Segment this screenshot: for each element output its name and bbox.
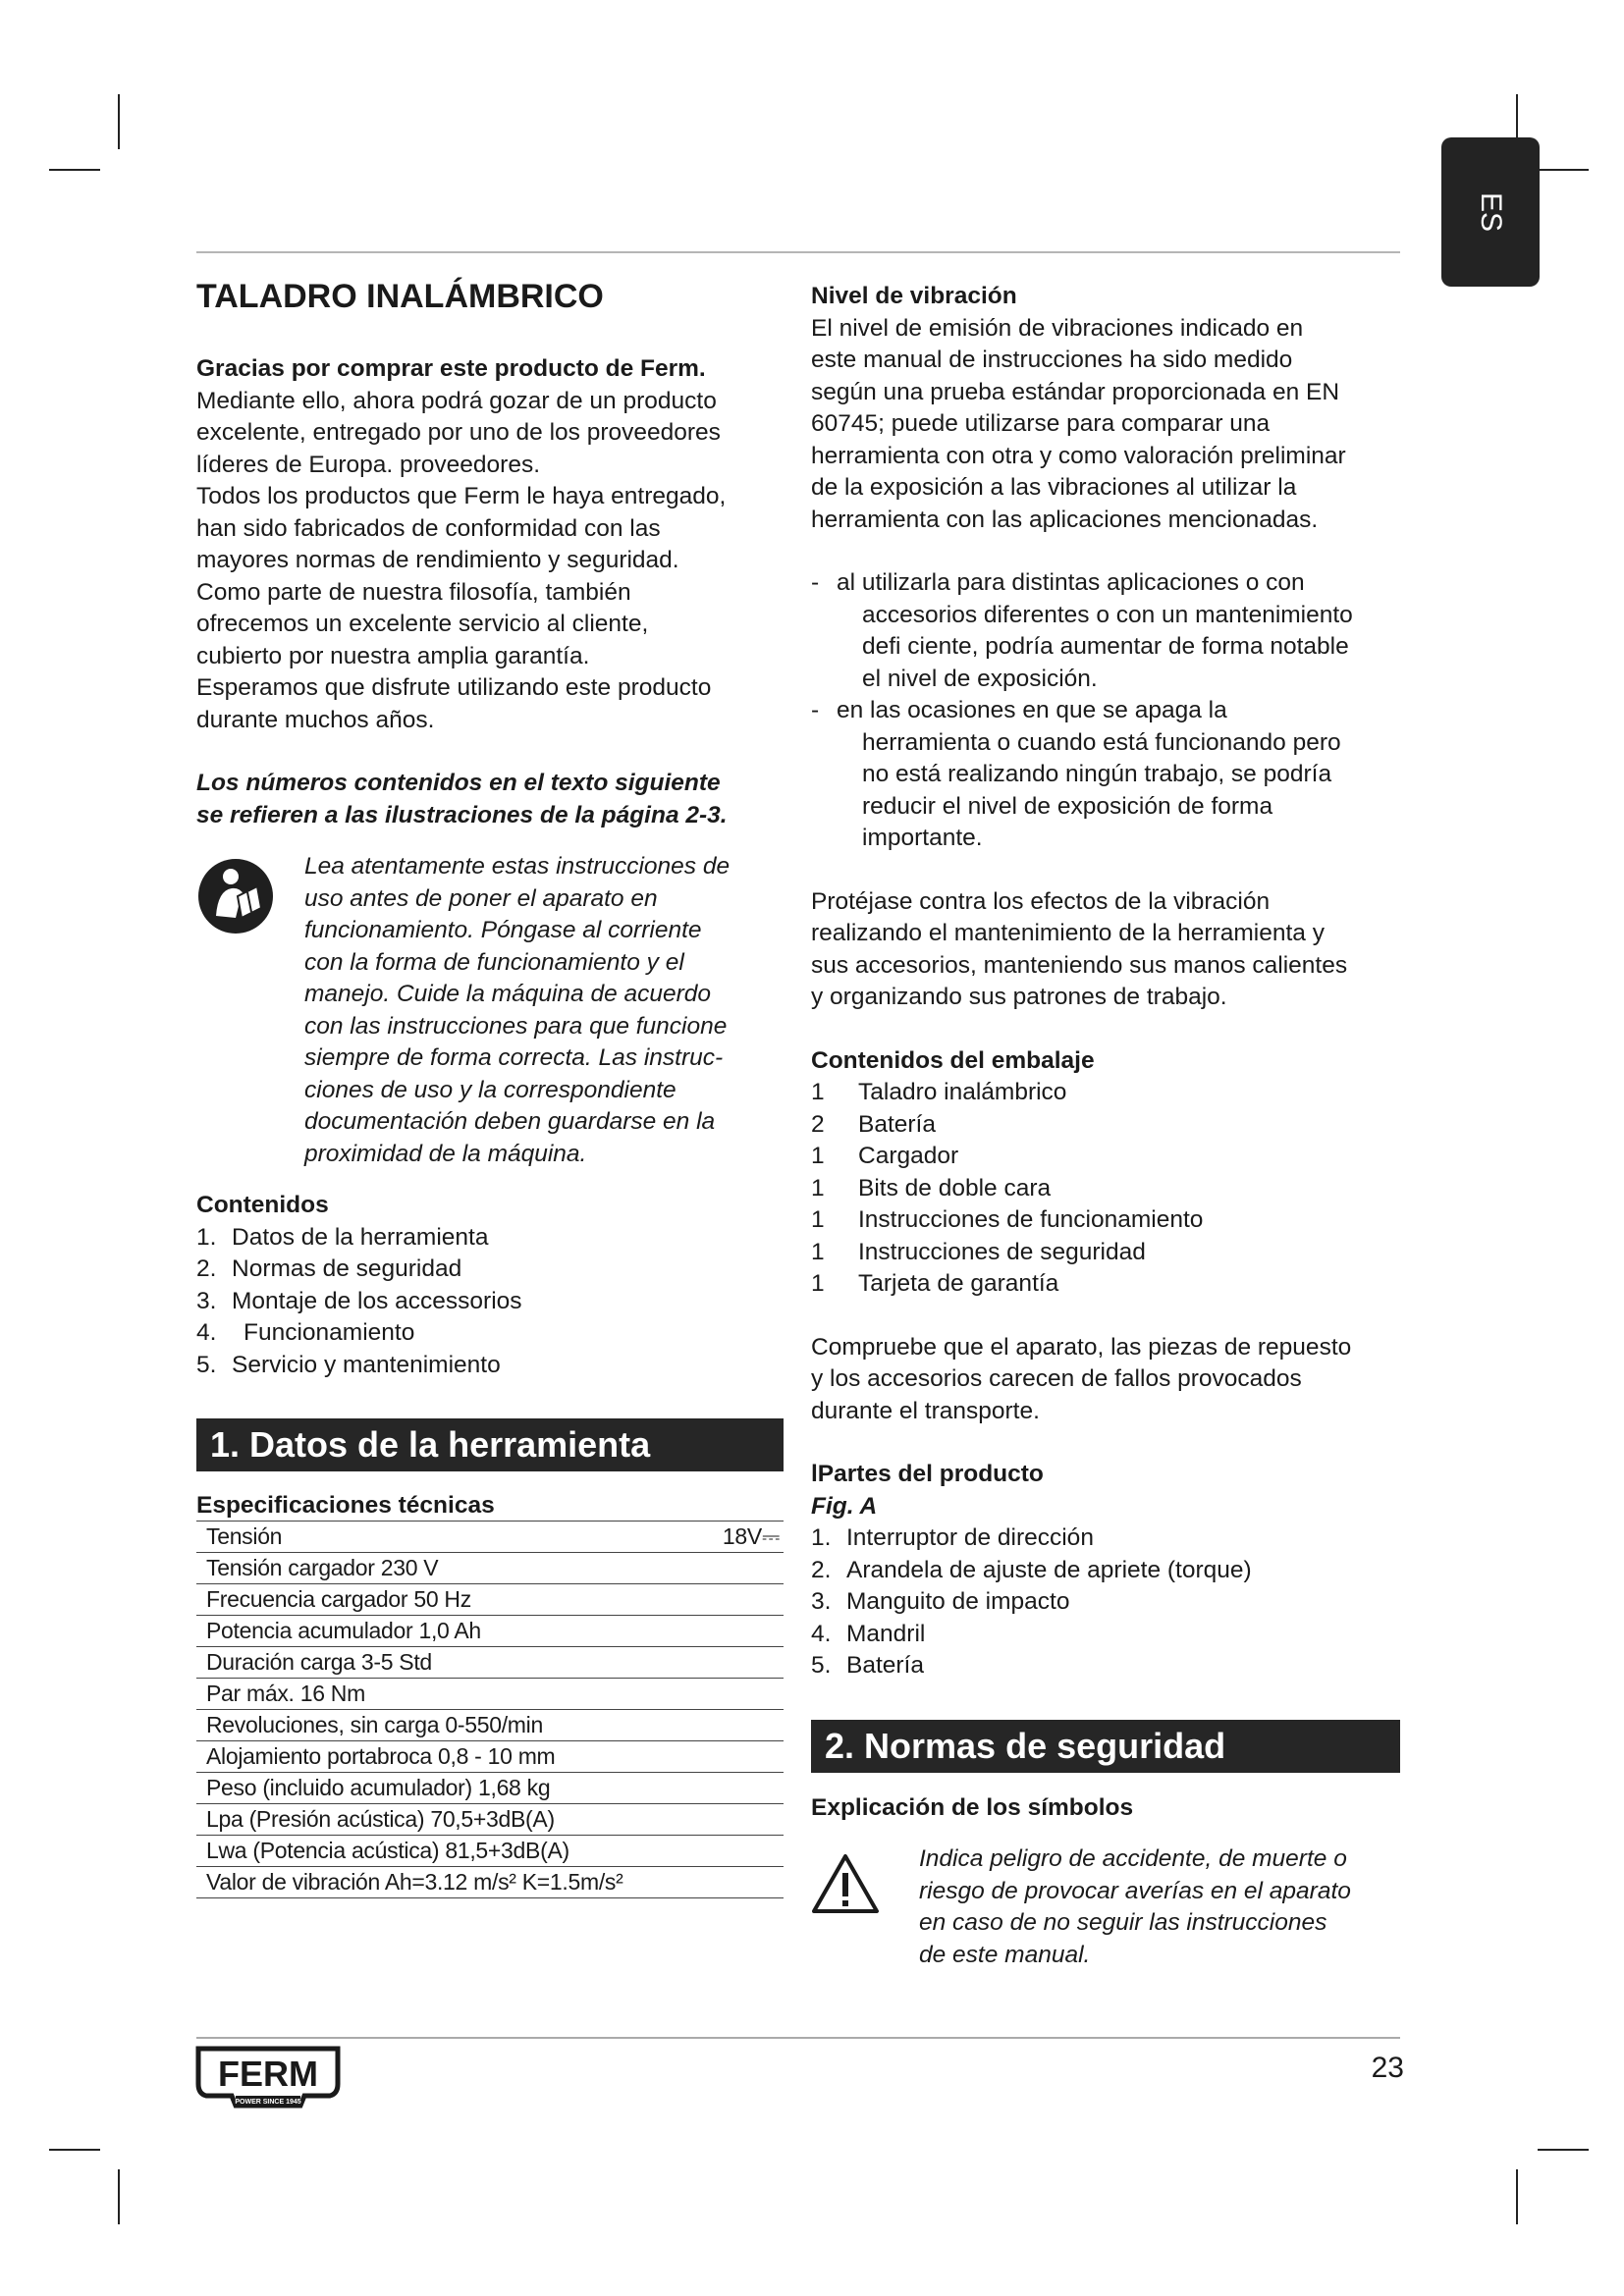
- list-item: 1. Interruptor de dirección: [811, 1524, 1094, 1551]
- list-item: 3. Montaje de los accessorios: [196, 1287, 522, 1314]
- read-note-line: ciones de uso y la correspondiente: [304, 1076, 677, 1103]
- contents-list: [196, 1222, 784, 1382]
- list-item: 2 Batería: [811, 1110, 936, 1138]
- list-item: 2. Arandela de ajuste de apriete (torque): [811, 1556, 1252, 1583]
- specs-table: [196, 1521, 784, 1898]
- crop-mark: [118, 94, 120, 149]
- intro-line: han sido fabricados de conformidad con las: [196, 514, 661, 542]
- vib-line: 60745; puede utilizarse para comparar una: [811, 410, 1271, 437]
- table-row: Alojamiento portabroca 0,8 - 10 mm: [196, 1740, 784, 1772]
- left-column: [196, 245, 784, 1898]
- warning-line: Indica peligro de accidente, de muerte o: [919, 1845, 1347, 1872]
- read-note-line: proximidad de la máquina.: [304, 1140, 587, 1167]
- specs-heading: Especificaciones técnicas: [196, 1492, 495, 1519]
- section-1-heading: 1. Datos de la herramienta: [196, 1418, 784, 1471]
- section-2-heading: 2. Normas de seguridad: [811, 1720, 1400, 1773]
- vib-line: de la exposición a las vibraciones al utilizar la: [811, 474, 1297, 501]
- table-row: Lwa (Potencia acústica) 81,5+3dB(A): [196, 1835, 784, 1866]
- intro-line: excelente, entregado por uno de los proveedores: [196, 419, 721, 446]
- crop-mark: [49, 2149, 100, 2151]
- intro-line: Mediante ello, ahora podrá gozar de un producto: [196, 387, 717, 414]
- protect-line: realizando el mantenimiento de la herramienta y: [811, 920, 1325, 946]
- crop-mark: [1538, 2149, 1589, 2151]
- table-row: Lpa (Presión acústica) 70,5+3dB(A): [196, 1803, 784, 1835]
- list-item: 1 Instrucciones de funcionamiento: [811, 1206, 1204, 1233]
- protect-line: sus accesorios, manteniendo sus manos calientes: [811, 951, 1348, 979]
- vib-line: este manual de instrucciones ha sido medido: [811, 347, 1293, 373]
- parts-heading: lPartes del producto: [811, 1461, 1044, 1487]
- list-item: - al utilizarla para distintas aplicaciones o con accesorios diferentes o con un mantenimiento defi ciente, podría aumentar de forma notable el nivel de exposición.: [811, 569, 1353, 692]
- list-item: 1 Bits de doble cara: [811, 1174, 1052, 1201]
- thanks-heading: Gracias por comprar este producto de Ferm.: [196, 355, 706, 382]
- crop-mark: [1516, 2169, 1518, 2224]
- right-column: [811, 281, 1400, 1971]
- ferm-logo: [194, 2045, 342, 2118]
- list-item: 4. Funcionamiento: [196, 1319, 415, 1346]
- list-item: 5. Batería: [811, 1652, 924, 1679]
- read-note-line: funcionamiento. Póngase al corriente: [304, 917, 702, 943]
- list-item: 2. Normas de seguridad: [196, 1255, 462, 1282]
- check-paragraph: [811, 1332, 1400, 1428]
- check-line: durante el transporte.: [811, 1397, 1040, 1424]
- list-item: 3. Manguito de impacto: [811, 1588, 1070, 1615]
- package-list: [811, 1077, 1400, 1301]
- vib-line: según una prueba estándar proporcionada en EN: [811, 378, 1340, 405]
- intro-line: mayores normas de rendimiento y seguridad.: [196, 547, 679, 573]
- table-row: Revoluciones, sin carga 0-550/min: [196, 1709, 784, 1740]
- read-note-line: siempre de forma correcta. Las instruc-: [304, 1044, 724, 1071]
- read-manual-note: [196, 851, 784, 1170]
- table-row: Tensión cargador 230 V: [196, 1552, 784, 1583]
- table-row: Par máx. 16 Nm: [196, 1678, 784, 1709]
- crop-mark: [118, 2169, 120, 2224]
- vibration-bullets: [811, 567, 1400, 855]
- package-heading: Contenidos del embalaje: [811, 1046, 1095, 1074]
- read-manual-icon: [196, 851, 304, 945]
- list-item: 1 Tarjeta de garantía: [811, 1270, 1059, 1297]
- intro-line: ofrecemos un excelente servicio al cliente,: [196, 611, 649, 637]
- crop-mark: [1538, 169, 1589, 171]
- intro-line: durante muchos años.: [196, 706, 435, 733]
- page-title: TALADRO INALÁMBRICO: [196, 278, 604, 315]
- symbols-heading: Explicación de los símbolos: [811, 1793, 1134, 1821]
- read-note-line: con la forma de funcionamiento y el: [304, 948, 684, 976]
- list-item: 1 Taladro inalámbrico: [811, 1079, 1067, 1105]
- read-note-line: uso antes de poner el aparato en: [304, 884, 658, 912]
- intro-line: Como parte de nuestra filosofía, también: [196, 578, 631, 606]
- language-tab-label: ES: [1475, 191, 1507, 233]
- read-note-line: Lea atentamente estas instrucciones de: [304, 853, 731, 880]
- warning-line: riesgo de provocar averías en el aparato: [919, 1877, 1351, 1904]
- numbers-note: [196, 768, 784, 831]
- logo-tagline: POWER SINCE 1945: [235, 2099, 301, 2106]
- crop-mark: [49, 169, 100, 171]
- parts-list: [811, 1522, 1400, 1682]
- list-item: - en las ocasiones en que se apaga la herramienta o cuando está funcionando pero no está realizando ningún trabajo, se podría reducir el nivel de exposición de forma importante.: [811, 697, 1341, 851]
- table-row: Frecuencia cargador 50 Hz: [196, 1583, 784, 1615]
- intro-line: Esperamos que disfrute utilizando este producto: [196, 674, 712, 701]
- parts-figure-ref: Fig. A: [811, 1492, 878, 1520]
- footer-rule: [196, 2037, 1400, 2039]
- check-line: y los accesorios carecen de fallos provocados: [811, 1365, 1302, 1392]
- warning-line: de este manual.: [919, 1941, 1091, 1968]
- read-note-line: con las instrucciones para que funcione: [304, 1012, 728, 1040]
- protect-paragraph: [811, 886, 1400, 1014]
- list-item: 5. Servicio y mantenimiento: [196, 1351, 501, 1378]
- table-row: Valor de vibración Ah=3.12 m/s² K=1.5m/s²: [196, 1866, 784, 1898]
- vib-line: El nivel de emisión de vibraciones indicado en: [811, 314, 1304, 342]
- intro-line: Todos los productos que Ferm le haya entregado,: [196, 483, 727, 509]
- warning-line: en caso de no seguir las instrucciones: [919, 1909, 1327, 1936]
- read-note-line: documentación deben guardarse en la: [304, 1108, 716, 1135]
- intro-paragraph: [196, 386, 784, 737]
- vibration-heading: Nivel de vibración: [811, 283, 1017, 309]
- numbers-note-line: Los números contenidos en el texto siguiente: [196, 770, 721, 796]
- table-row: Peso (incluido acumulador) 1,68 kg: [196, 1772, 784, 1803]
- vib-line: herramienta con otra y como valoración preliminar: [811, 442, 1346, 469]
- table-row: Tensión 18V⎓: [196, 1521, 784, 1552]
- numbers-note-line: se refieren a las ilustraciones de la página 2-3.: [196, 801, 728, 828]
- language-tab: [1441, 137, 1540, 287]
- table-row: Duración carga 3-5 Std: [196, 1646, 784, 1678]
- read-note-line: manejo. Cuide la máquina de acuerdo: [304, 981, 712, 1007]
- protect-line: Protéjase contra los efectos de la vibración: [811, 887, 1271, 915]
- check-line: Compruebe que el aparato, las piezas de repuesto: [811, 1333, 1352, 1361]
- list-item: 1. Datos de la herramienta: [196, 1223, 489, 1251]
- list-item: 1 Instrucciones de seguridad: [811, 1238, 1146, 1265]
- list-item: 4. Mandril: [811, 1620, 926, 1647]
- intro-line: líderes de Europa. proveedores.: [196, 451, 541, 478]
- table-row: Potencia acumulador 1,0 Ah: [196, 1615, 784, 1646]
- protect-line: y organizando sus patrones de trabajo.: [811, 984, 1227, 1010]
- logo-wordmark: FERM: [218, 2054, 318, 2094]
- warning-icon: [811, 1843, 919, 1924]
- contents-heading: Contenidos: [196, 1192, 329, 1218]
- page-number: 23: [1371, 2052, 1404, 2084]
- list-item: 1 Cargador: [811, 1143, 959, 1169]
- vib-line: herramienta con las aplicaciones mencionadas.: [811, 506, 1319, 533]
- intro-line: cubierto por nuestra amplia garantía.: [196, 642, 590, 669]
- warning-note: [811, 1843, 1400, 1971]
- vibration-paragraph: [811, 313, 1400, 537]
